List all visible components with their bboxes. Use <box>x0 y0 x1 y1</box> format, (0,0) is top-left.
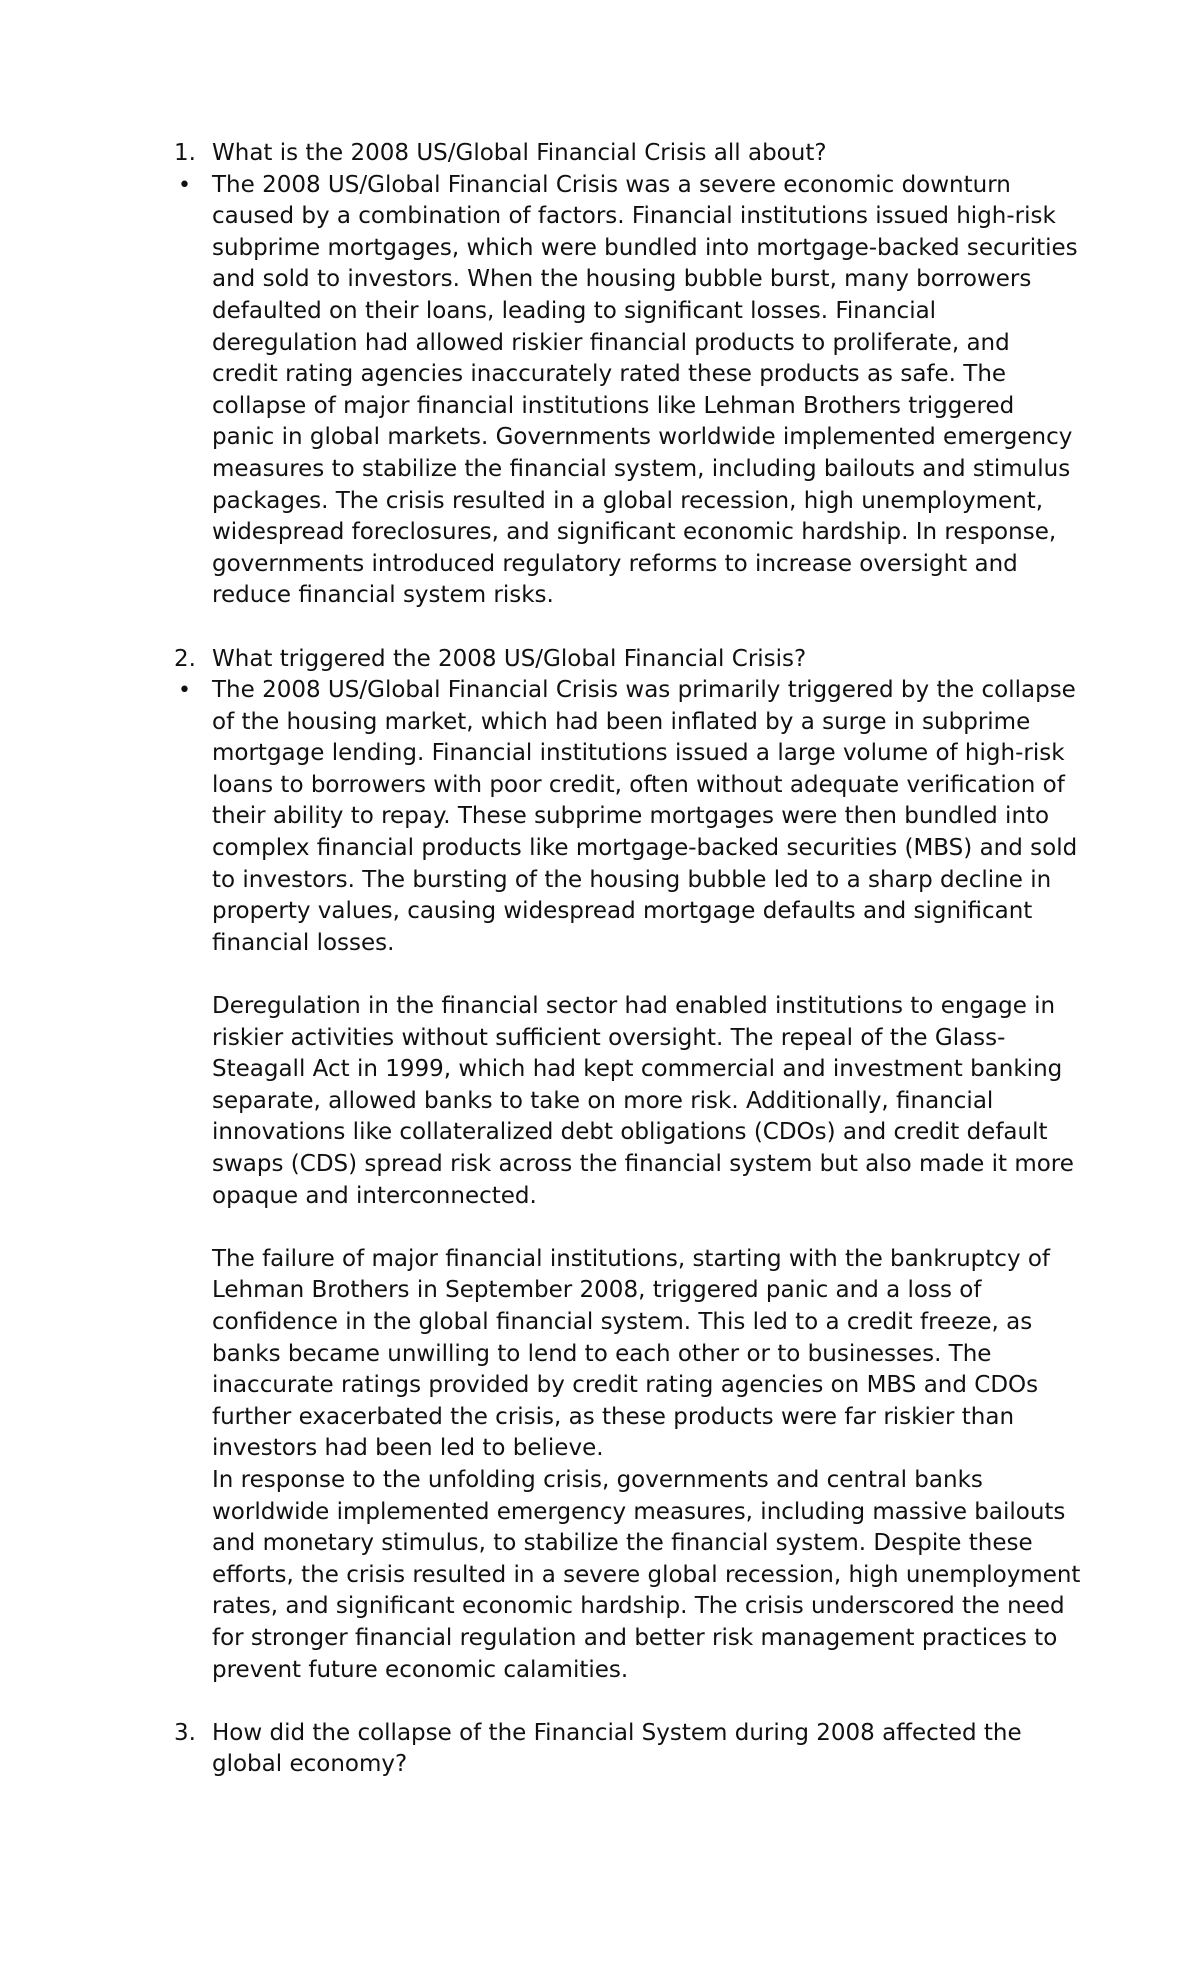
answer-2-paragraph-4: In response to the unfolding crisis, governments and central banks worldwide implemented emergency measures, including massive bailouts and monetary stimulus, to stabilize the financial system. Despite these efforts, the crisis resulted in a severe global recession, high unemployment rates, and significant economic hardship. The crisis underscored the need for stronger financial regulation and better risk management practices to prevent future economic calamities. <box>212 1466 1081 1683</box>
question-2-number: 2. <box>174 645 196 672</box>
answer-2-paragraph-1: The 2008 US/Global Financial Crisis was primarily triggered by the collapse of the housing market, which had been inflated by a surge in subprime mortgage lending. Financial institutions issued a large volume of high-risk loans to borrowers with poor credit, often without adequate verification of their ability to repay. These subprime mortgages were then bundled into complex financial products like mortgage-backed securities (MBS) and sold to investors. The bursting of the housing bubble led to a sharp decline in property values, causing widespread mortgage defaults and significant financial losses. <box>212 677 1078 956</box>
section-spacer <box>212 1686 1082 1718</box>
question-3-text: How did the collapse of the Financial System during 2008 affected the global economy? <box>212 1719 1022 1778</box>
document-body <box>174 138 1082 1781</box>
answer-2-bullet: • <box>178 678 191 704</box>
answer-1 <box>178 170 1082 612</box>
paragraph-spacer <box>212 1212 1082 1244</box>
answer-2-paragraph-2: Deregulation in the financial sector had enabled institutions to engage in riskier activities without sufficient oversight. The repeal of the Glass-Steagall Act in 1999, which had kept commercial and investment banking separate, allowed banks to take on more risk. Additionally, financial innovations like collateralized debt obligations (CDOs) and credit default swaps (CDS) spread risk across the financial system but also made it more opaque and interconnected. <box>212 993 1074 1209</box>
paragraph-spacer <box>212 959 1082 991</box>
answer-2-paragraph-3: The failure of major financial institutions, starting with the bankruptcy of Lehman Brothers in September 2008, triggered panic and a loss of confidence in the global financial system. This led to a credit freeze, as banks became unwilling to lend to each other or to businesses. The inaccurate ratings provided by credit rating agencies on MBS and CDOs further exacerbated the crisis, as these products were far riskier than investors had been led to believe. <box>212 1245 1051 1462</box>
question-2-text: What triggered the 2008 US/Global Financial Crisis? <box>212 645 807 672</box>
question-1 <box>174 138 1082 170</box>
question-1-number: 1. <box>174 140 196 166</box>
question-1-text: What is the 2008 US/Global Financial Crisis all about? <box>212 140 827 166</box>
section-spacer <box>212 612 1082 644</box>
question-2 <box>174 644 1082 676</box>
answer-2 <box>178 675 1082 1686</box>
answer-1-bullet: • <box>178 172 191 198</box>
question-3 <box>174 1718 1082 1781</box>
question-3-number: 3. <box>174 1719 196 1746</box>
answer-1-paragraph-1: The 2008 US/Global Financial Crisis was a severe economic downturn caused by a combination of factors. Financial institutions issued high-risk subprime mortgages, which were bundled into mortgage-backed securities and sold to investors. When the housing bubble burst, many borrowers defaulted on their loans, leading to significant losses. Financial deregulation had allowed riskier financial products to proliferate, and credit rating agencies inaccurately rated these products as safe. The collapse of major financial institutions like Lehman Brothers triggered panic in global markets. Governments worldwide implemented emergency measures to stabilize the financial system, including bailouts and stimulus packages. The crisis resulted in a global recession, high unemployment, widespread foreclosures, and significant economic hardship. In response, governments introduced regulatory reforms to increase oversight and reduce financial system risks. <box>212 171 1078 609</box>
